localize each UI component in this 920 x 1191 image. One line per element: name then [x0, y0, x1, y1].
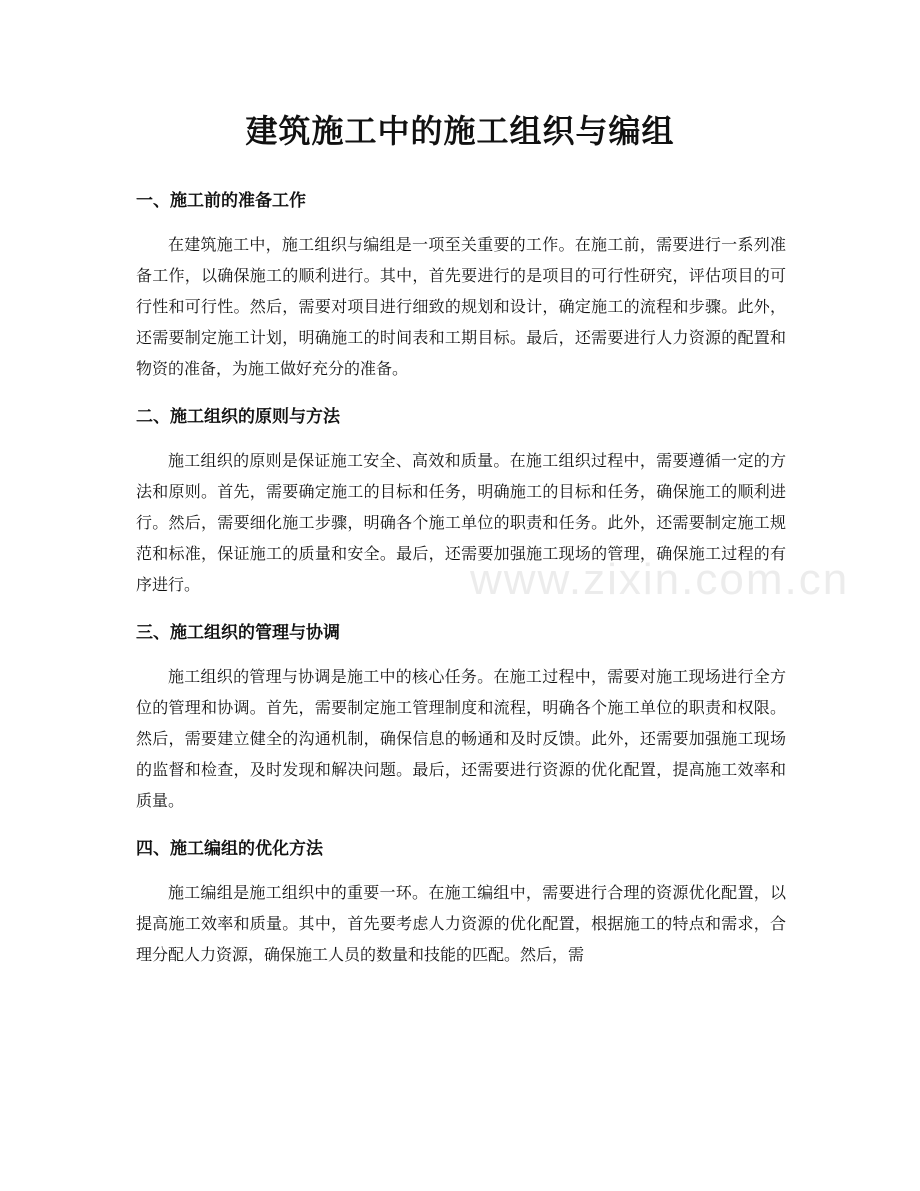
- section-3: [136, 616, 786, 816]
- section-paragraph: 在建筑施工中，施工组织与编组是一项至关重要的工作。在施工前，需要进行一系列准备工作，以确保施工的顺利进行。其中，首先要进行的是项目的可行性研究，评估项目的可行性和可行性。然后，需要对项目进行细致的规划和设计，确定施工的流程和步骤。此外，还需要制定施工计划，明确施工的时间表和工期目标。最后，还需要进行人力资源的配置和物资的准备，为施工做好充分的准备。: [136, 235, 786, 378]
- section-2: [136, 400, 786, 600]
- section-paragraph: 施工编组是施工组织中的重要一环。在施工编组中，需要进行合理的资源优化配置，以提高施工效率和质量。其中，首先要考虑人力资源的优化配置，根据施工的特点和需求，合理分配人力资源，确保施工人员的数量和技能的匹配。然后，需: [136, 883, 786, 964]
- section-heading: 一、施工前的准备工作: [136, 191, 306, 211]
- section-paragraph: 施工组织的管理与协调是施工中的核心任务。在施工过程中，需要对施工现场进行全方位的管理和协调。首先，需要制定施工管理制度和流程，明确各个施工单位的职责和权限。然后，需要建立健全的沟通机制，确保信息的畅通和及时反馈。此外，还需要加强施工现场的监督和检查，及时发现和解决问题。最后，还需要进行资源的优化配置，提高施工效率和质量。: [136, 667, 786, 810]
- section-paragraph: 施工组织的原则是保证施工安全、高效和质量。在施工组织过程中，需要遵循一定的方法和原则。首先，需要确定施工的目标和任务，明确施工的目标和任务，确保施工的顺利进行。然后，需要细化施工步骤，明确各个施工单位的职责和任务。此外，还需要制定施工规范和标准，保证施工的质量和安全。最后，还需要加强施工现场的管理，确保施工过程的有序进行。: [136, 451, 786, 594]
- section-1: [136, 184, 786, 384]
- watermark: www.zixin.com.cn: [470, 555, 850, 604]
- document-body: [136, 184, 786, 986]
- section-heading: 四、施工编组的优化方法: [136, 839, 323, 859]
- section-heading: 二、施工组织的原则与方法: [136, 407, 340, 427]
- document-title: 建筑施工中的施工组织与编组: [245, 112, 675, 150]
- section-4: [136, 832, 786, 970]
- section-heading: 三、施工组织的管理与协调: [136, 623, 340, 643]
